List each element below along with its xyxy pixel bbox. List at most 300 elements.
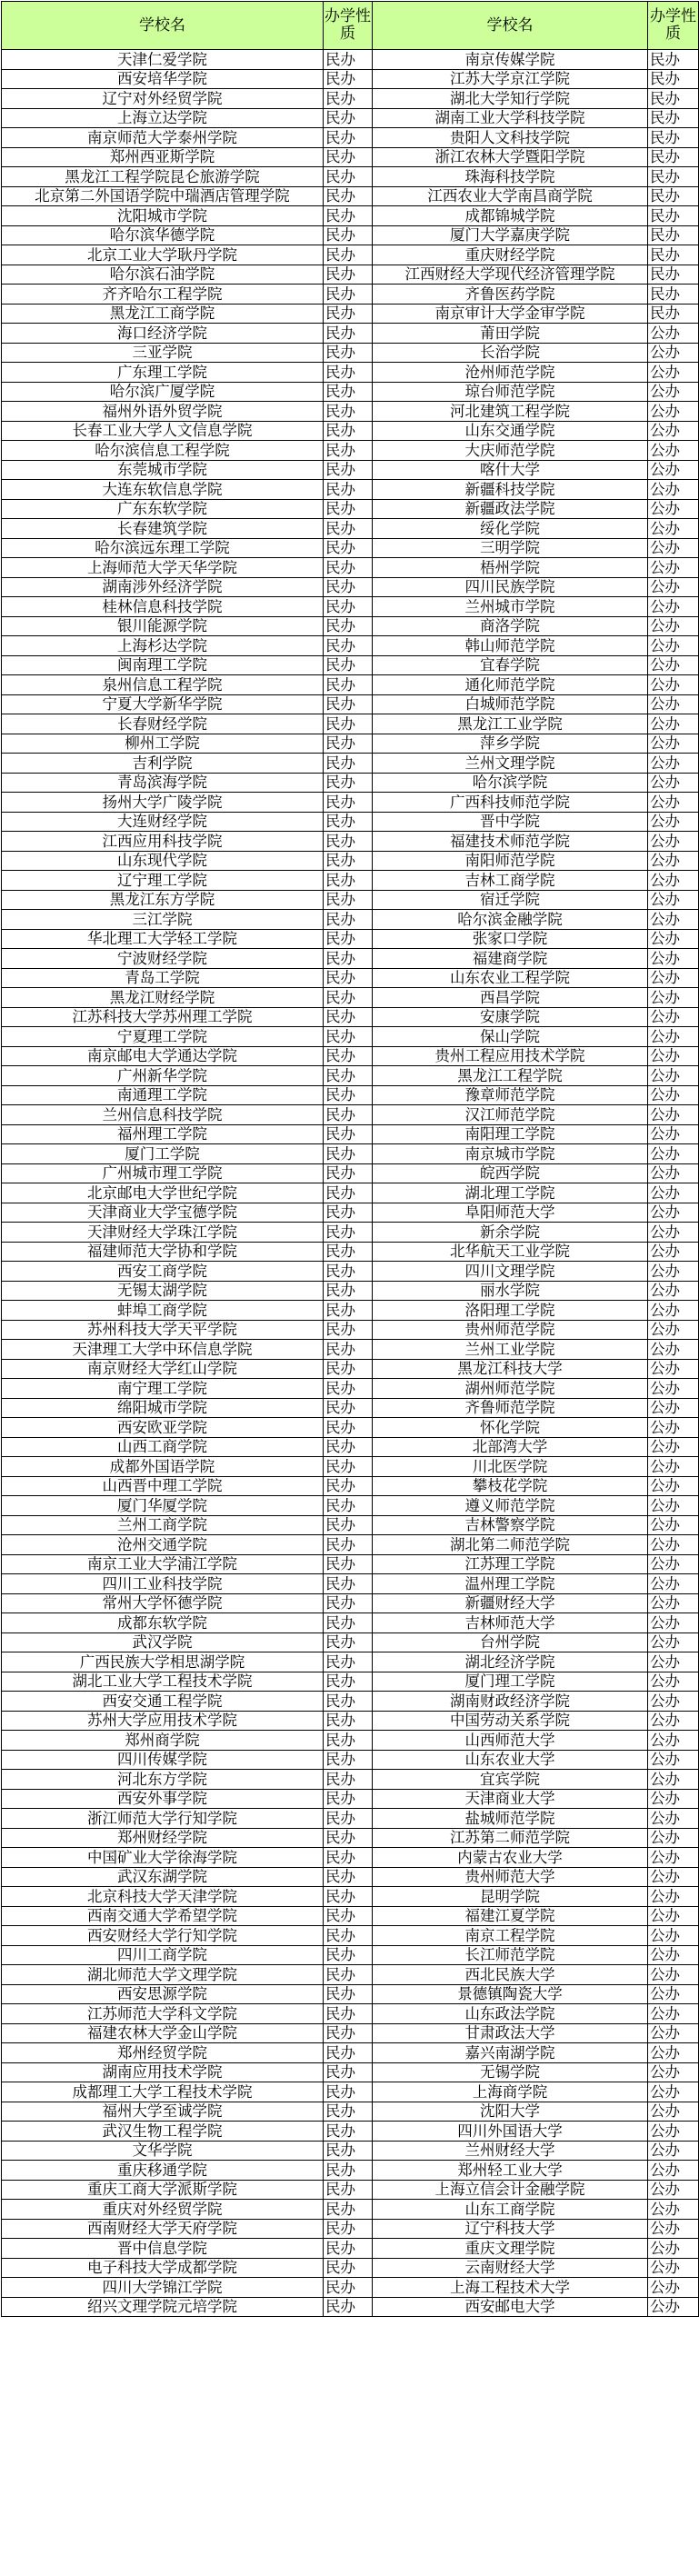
type-right: 民办 [648, 265, 699, 285]
school-name-left: 晋中信息学院 [2, 2239, 324, 2259]
school-name-right: 温州理工学院 [373, 1574, 648, 1594]
table-row [2, 1770, 699, 1790]
school-name-left: 宁夏理工学院 [2, 1027, 324, 1047]
type-right: 公办 [648, 1144, 699, 1164]
type-left: 民办 [324, 363, 373, 383]
schools-table [1, 1, 699, 2317]
school-name-left: 桂林信息科技学院 [2, 597, 324, 617]
type-left: 民办 [324, 1105, 373, 1125]
school-name-right: 云南财经大学 [373, 2258, 648, 2278]
school-name-right: 长治学院 [373, 343, 648, 363]
type-right: 公办 [648, 343, 699, 363]
school-name-left: 湖北工业大学工程技术学院 [2, 1672, 324, 1692]
school-name-left: 蚌埠工商学院 [2, 1301, 324, 1321]
school-name-left: 文华学院 [2, 2141, 324, 2161]
type-right: 公办 [648, 2161, 699, 2181]
type-left: 民办 [324, 910, 373, 930]
type-right: 公办 [648, 988, 699, 1008]
type-left: 民办 [324, 1124, 373, 1144]
school-name-right: 贵阳人文科技学院 [373, 128, 648, 148]
school-name-left: 黑龙江工商学院 [2, 304, 324, 324]
type-right: 公办 [648, 1848, 699, 1868]
type-left: 民办 [324, 421, 373, 441]
school-name-left: 常州大学怀德学院 [2, 1593, 324, 1613]
type-left: 民办 [324, 675, 373, 695]
school-name-right: 上海工程技术大学 [373, 2278, 648, 2298]
school-name-left: 西南财经大学天府学院 [2, 2219, 324, 2239]
table-row [2, 1398, 699, 1418]
type-right: 公办 [648, 1163, 699, 1183]
school-name-right: 沧州师范学院 [373, 363, 648, 383]
table-row [2, 1340, 699, 1360]
table-row [2, 773, 699, 793]
school-name-left: 四川传媒学院 [2, 1750, 324, 1770]
school-name-left: 大连财经学院 [2, 812, 324, 832]
type-left: 民办 [324, 949, 373, 969]
type-left: 民办 [324, 108, 373, 128]
type-left: 民办 [324, 968, 373, 988]
school-name-right: 大庆师范学院 [373, 441, 648, 461]
school-name-left: 黑龙江工程学院昆仑旅游学院 [2, 167, 324, 187]
type-right: 公办 [648, 382, 699, 402]
school-name-right: 嘉兴南湖学院 [373, 2043, 648, 2063]
school-name-left: 北京工业大学耿丹学院 [2, 245, 324, 265]
type-right: 公办 [648, 1984, 699, 2004]
school-name-right: 新余学院 [373, 1223, 648, 1243]
type-left: 民办 [324, 1828, 373, 1848]
type-right: 公办 [648, 1672, 699, 1692]
type-right: 民办 [648, 186, 699, 206]
table-row [2, 460, 699, 480]
school-name-left: 武汉东湖学院 [2, 1867, 324, 1887]
header-type-right: 办学性质 [648, 2, 699, 50]
table-row [2, 1359, 699, 1379]
school-name-right: 上海商学院 [373, 2082, 648, 2102]
table-row [2, 1535, 699, 1555]
table-row [2, 1242, 699, 1262]
school-name-left: 哈尔滨远东理工学院 [2, 538, 324, 558]
type-right: 公办 [648, 1262, 699, 1282]
school-name-left: 郑州经贸学院 [2, 2043, 324, 2063]
type-right: 公办 [648, 1731, 699, 1751]
table-row [2, 754, 699, 774]
type-left: 民办 [324, 734, 373, 754]
type-left: 民办 [324, 285, 373, 305]
type-right: 民办 [648, 89, 699, 109]
school-name-right: 南阳师范学院 [373, 851, 648, 871]
type-right: 公办 [648, 793, 699, 813]
type-left: 民办 [324, 890, 373, 910]
school-name-right: 四川外国语大学 [373, 2122, 648, 2142]
school-name-left: 吉利学院 [2, 754, 324, 774]
type-right: 公办 [648, 1574, 699, 1594]
type-right: 公办 [648, 910, 699, 930]
type-right: 公办 [648, 1945, 699, 1965]
school-name-right: 山东农业大学 [373, 1750, 648, 1770]
school-name-right: 南阳理工学院 [373, 1124, 648, 1144]
header-school-name-right: 学校名 [373, 2, 648, 50]
table-row [2, 949, 699, 969]
type-left: 民办 [324, 1965, 373, 1985]
type-right: 公办 [648, 2258, 699, 2278]
table-row [2, 988, 699, 1008]
school-name-right: 湖北大学知行学院 [373, 89, 648, 109]
type-right: 公办 [648, 1027, 699, 1047]
school-name-left: 齐齐哈尔工程学院 [2, 285, 324, 305]
type-right: 公办 [648, 1007, 699, 1027]
table-row [2, 1809, 699, 1829]
school-name-right: 山西师范大学 [373, 1731, 648, 1751]
school-name-right: 辽宁科技大学 [373, 2219, 648, 2239]
school-name-left: 武汉生物工程学院 [2, 2122, 324, 2142]
table-row [2, 734, 699, 754]
table-row [2, 519, 699, 539]
type-right: 民办 [648, 225, 699, 245]
table-row [2, 167, 699, 187]
school-name-left: 广西民族大学相思湖学院 [2, 1652, 324, 1672]
table-row [2, 186, 699, 206]
school-name-right: 江西农业大学南昌商学院 [373, 186, 648, 206]
school-name-left: 江西应用科技学院 [2, 832, 324, 852]
type-right: 民办 [648, 147, 699, 167]
type-left: 民办 [324, 1301, 373, 1321]
school-name-right: 兰州城市学院 [373, 597, 648, 617]
type-right: 公办 [648, 1124, 699, 1144]
school-name-right: 厦门大学嘉庚学院 [373, 225, 648, 245]
type-left: 民办 [324, 597, 373, 617]
type-left: 民办 [324, 754, 373, 774]
type-left: 民办 [324, 1750, 373, 1770]
school-name-right: 喀什大学 [373, 460, 648, 480]
type-right: 公办 [648, 871, 699, 891]
school-name-right: 通化师范学院 [373, 675, 648, 695]
school-name-left: 绵阳城市学院 [2, 1398, 324, 1418]
type-right: 公办 [648, 734, 699, 754]
school-name-left: 南京工业大学浦江学院 [2, 1554, 324, 1574]
type-right: 公办 [648, 2180, 699, 2200]
school-name-left: 西安培华学院 [2, 69, 324, 89]
table-row [2, 1085, 699, 1105]
type-right: 民办 [648, 206, 699, 226]
school-name-left: 北京科技大学天津学院 [2, 1887, 324, 1907]
type-left: 民办 [324, 1809, 373, 1829]
type-left: 民办 [324, 1789, 373, 1809]
school-name-left: 广东理工学院 [2, 363, 324, 383]
type-left: 民办 [324, 186, 373, 206]
type-left: 民办 [324, 1652, 373, 1672]
type-right: 公办 [648, 324, 699, 344]
school-name-left: 天津理工大学中环信息学院 [2, 1340, 324, 1360]
table-row [2, 675, 699, 695]
type-left: 民办 [324, 2004, 373, 2024]
table-row [2, 225, 699, 245]
type-right: 公办 [648, 616, 699, 636]
table-row [2, 2141, 699, 2161]
type-left: 民办 [324, 2161, 373, 2181]
school-name-right: 洛阳理工学院 [373, 1301, 648, 1321]
type-left: 民办 [324, 69, 373, 89]
table-row [2, 480, 699, 500]
type-right: 公办 [648, 1398, 699, 1418]
type-right: 公办 [648, 499, 699, 519]
school-name-right: 三明学院 [373, 538, 648, 558]
school-name-left: 福建农林大学金山学院 [2, 2023, 324, 2043]
table-row [2, 1554, 699, 1574]
school-name-right: 汉江师范学院 [373, 1105, 648, 1125]
type-left: 民办 [324, 2062, 373, 2082]
type-left: 民办 [324, 2122, 373, 2142]
school-name-left: 湖南涉外经济学院 [2, 577, 324, 597]
school-name-right: 安康学院 [373, 1007, 648, 1027]
school-name-right: 吉林工商学院 [373, 871, 648, 891]
school-name-left: 宁波财经学院 [2, 949, 324, 969]
table-row [2, 1652, 699, 1672]
type-right: 公办 [648, 1281, 699, 1301]
type-right: 公办 [648, 460, 699, 480]
school-name-left: 西安思源学院 [2, 1984, 324, 2004]
school-name-right: 兰州财经大学 [373, 2141, 648, 2161]
school-name-left: 厦门工学院 [2, 1144, 324, 1164]
table-row [2, 2258, 699, 2278]
table-row [2, 968, 699, 988]
school-name-right: 江苏大学京江学院 [373, 69, 648, 89]
type-left: 民办 [324, 2082, 373, 2102]
table-row [2, 304, 699, 324]
type-right: 公办 [648, 1652, 699, 1672]
table-row [2, 2122, 699, 2142]
table-row [2, 265, 699, 285]
type-left: 民办 [324, 1945, 373, 1965]
type-left: 民办 [324, 2023, 373, 2043]
type-left: 民办 [324, 343, 373, 363]
table-row [2, 1711, 699, 1731]
school-name-right: 莆田学院 [373, 324, 648, 344]
header-school-name-left: 学校名 [2, 2, 324, 50]
school-name-left: 华北理工大学轻工学院 [2, 929, 324, 949]
school-name-left: 湖北师范大学文理学院 [2, 1965, 324, 1985]
school-name-left: 三亚学院 [2, 343, 324, 363]
school-name-left: 长春建筑学院 [2, 519, 324, 539]
school-name-left: 山西晋中理工学院 [2, 1476, 324, 1496]
school-name-right: 贵州师范大学 [373, 1867, 648, 1887]
type-right: 公办 [648, 2122, 699, 2142]
type-left: 民办 [324, 1867, 373, 1887]
type-left: 民办 [324, 89, 373, 109]
school-name-left: 哈尔滨石油学院 [2, 265, 324, 285]
type-right: 公办 [648, 890, 699, 910]
table-row [2, 1692, 699, 1712]
table-row [2, 1144, 699, 1164]
school-name-left: 黑龙江东方学院 [2, 890, 324, 910]
type-left: 民办 [324, 616, 373, 636]
school-name-right: 福建技术师范学院 [373, 832, 648, 852]
type-left: 民办 [324, 128, 373, 148]
type-right: 民办 [648, 128, 699, 148]
table-row [2, 1046, 699, 1066]
school-name-right: 晋中学院 [373, 812, 648, 832]
school-name-right: 福建江夏学院 [373, 1906, 648, 1926]
type-right: 公办 [648, 929, 699, 949]
table-row [2, 1672, 699, 1692]
school-name-right: 南京工程学院 [373, 1926, 648, 1946]
school-name-right: 攀枝花学院 [373, 1476, 648, 1496]
type-left: 民办 [324, 1457, 373, 1477]
type-left: 民办 [324, 1711, 373, 1731]
type-left: 民办 [324, 851, 373, 871]
school-name-right: 湖北理工学院 [373, 1183, 648, 1203]
school-name-left: 福州理工学院 [2, 1124, 324, 1144]
school-name-left: 天津仁爱学院 [2, 50, 324, 70]
school-name-right: 广西科技师范学院 [373, 793, 648, 813]
school-name-right: 贵州师范学院 [373, 1320, 648, 1340]
type-left: 民办 [324, 50, 373, 70]
school-name-left: 兰州工商学院 [2, 1515, 324, 1535]
type-left: 民办 [324, 1320, 373, 1340]
type-right: 公办 [648, 1867, 699, 1887]
table-row [2, 1007, 699, 1027]
type-left: 民办 [324, 2219, 373, 2239]
school-name-left: 辽宁对外经贸学院 [2, 89, 324, 109]
type-left: 民办 [324, 1437, 373, 1457]
table-row [2, 1750, 699, 1770]
table-row [2, 1789, 699, 1809]
type-left: 民办 [324, 1183, 373, 1203]
type-left: 民办 [324, 1731, 373, 1751]
school-name-left: 兰州信息科技学院 [2, 1105, 324, 1125]
school-name-right: 厦门理工学院 [373, 1672, 648, 1692]
school-name-right: 南京传媒学院 [373, 50, 648, 70]
table-row [2, 2297, 699, 2317]
school-name-left: 重庆对外经贸学院 [2, 2200, 324, 2220]
table-row [2, 363, 699, 383]
table-row [2, 597, 699, 617]
school-name-left: 重庆工商大学派斯学院 [2, 2180, 324, 2200]
school-name-left: 黑龙江财经学院 [2, 988, 324, 1008]
type-left: 民办 [324, 2258, 373, 2278]
type-right: 公办 [648, 1066, 699, 1086]
type-right: 公办 [648, 1828, 699, 1848]
school-name-left: 天津财经大学珠江学院 [2, 1223, 324, 1243]
table-row [2, 1418, 699, 1438]
school-name-left: 三江学院 [2, 910, 324, 930]
school-name-right: 昆明学院 [373, 1887, 648, 1907]
table-row [2, 441, 699, 461]
type-left: 民办 [324, 147, 373, 167]
school-name-right: 江苏理工学院 [373, 1554, 648, 1574]
table-row [2, 2200, 699, 2220]
school-name-right: 萍乡学院 [373, 734, 648, 754]
type-left: 民办 [324, 382, 373, 402]
type-left: 民办 [324, 245, 373, 265]
school-name-right: 中国劳动关系学院 [373, 1711, 648, 1731]
school-name-left: 福州大学至诚学院 [2, 2102, 324, 2122]
table-row [2, 1906, 699, 1926]
type-left: 民办 [324, 812, 373, 832]
header-row [2, 2, 699, 50]
table-row [2, 793, 699, 813]
table-row [2, 694, 699, 714]
school-name-left: 郑州财经学院 [2, 1828, 324, 1848]
school-name-left: 宁夏大学新华学院 [2, 694, 324, 714]
school-name-right: 天津商业大学 [373, 1789, 648, 1809]
type-left: 民办 [324, 206, 373, 226]
type-right: 民办 [648, 167, 699, 187]
school-name-left: 福建师范大学协和学院 [2, 1242, 324, 1262]
table-row [2, 1301, 699, 1321]
school-name-right: 湖北经济学院 [373, 1652, 648, 1672]
school-name-left: 哈尔滨华德学院 [2, 225, 324, 245]
school-name-right: 四川文理学院 [373, 1262, 648, 1282]
school-name-left: 南通理工学院 [2, 1085, 324, 1105]
type-right: 民办 [648, 304, 699, 324]
type-right: 公办 [648, 2004, 699, 2024]
type-right: 公办 [648, 1203, 699, 1223]
type-left: 民办 [324, 1398, 373, 1418]
table-row [2, 636, 699, 656]
school-name-right: 江苏第二师范学院 [373, 1828, 648, 1848]
school-name-left: 四川工商学院 [2, 1945, 324, 1965]
school-name-left: 北京第二外国语学院中瑞酒店管理学院 [2, 186, 324, 206]
table-row [2, 343, 699, 363]
table-row [2, 1984, 699, 2004]
type-right: 公办 [648, 1437, 699, 1457]
type-left: 民办 [324, 499, 373, 519]
type-right: 公办 [648, 1046, 699, 1066]
type-right: 公办 [648, 1379, 699, 1399]
type-right: 公办 [648, 832, 699, 852]
table-row [2, 128, 699, 148]
type-right: 公办 [648, 1887, 699, 1907]
table-row [2, 1223, 699, 1243]
school-name-left: 银川能源学院 [2, 616, 324, 636]
school-name-right: 新疆政法学院 [373, 499, 648, 519]
type-left: 民办 [324, 1848, 373, 1868]
table-row [2, 1066, 699, 1086]
school-name-left: 山西工商学院 [2, 1437, 324, 1457]
type-right: 公办 [648, 1750, 699, 1770]
type-right: 公办 [648, 1242, 699, 1262]
type-right: 公办 [648, 519, 699, 539]
type-left: 民办 [324, 1984, 373, 2004]
type-right: 公办 [648, 1457, 699, 1477]
table-row [2, 1379, 699, 1399]
table-row [2, 1496, 699, 1516]
type-left: 民办 [324, 1242, 373, 1262]
school-name-right: 黑龙江工程学院 [373, 1066, 648, 1086]
school-name-right: 黑龙江科技大学 [373, 1359, 648, 1379]
type-right: 公办 [648, 655, 699, 675]
table-row [2, 421, 699, 441]
type-right: 公办 [648, 754, 699, 774]
type-left: 民办 [324, 2278, 373, 2298]
type-left: 民办 [324, 1085, 373, 1105]
school-name-left: 西南交通大学希望学院 [2, 1906, 324, 1926]
school-name-right: 盐城师范学院 [373, 1809, 648, 1829]
table-row [2, 108, 699, 128]
school-name-right: 遵义师范学院 [373, 1496, 648, 1516]
table-row [2, 382, 699, 402]
type-left: 民办 [324, 1046, 373, 1066]
table-row [2, 1262, 699, 1282]
type-left: 民办 [324, 1593, 373, 1613]
type-right: 公办 [648, 2278, 699, 2298]
school-name-left: 北京邮电大学世纪学院 [2, 1183, 324, 1203]
type-right: 公办 [648, 1711, 699, 1731]
type-left: 民办 [324, 538, 373, 558]
school-name-left: 海口经济学院 [2, 324, 324, 344]
school-name-left: 江苏师范大学科文学院 [2, 2004, 324, 2024]
table-row [2, 655, 699, 675]
